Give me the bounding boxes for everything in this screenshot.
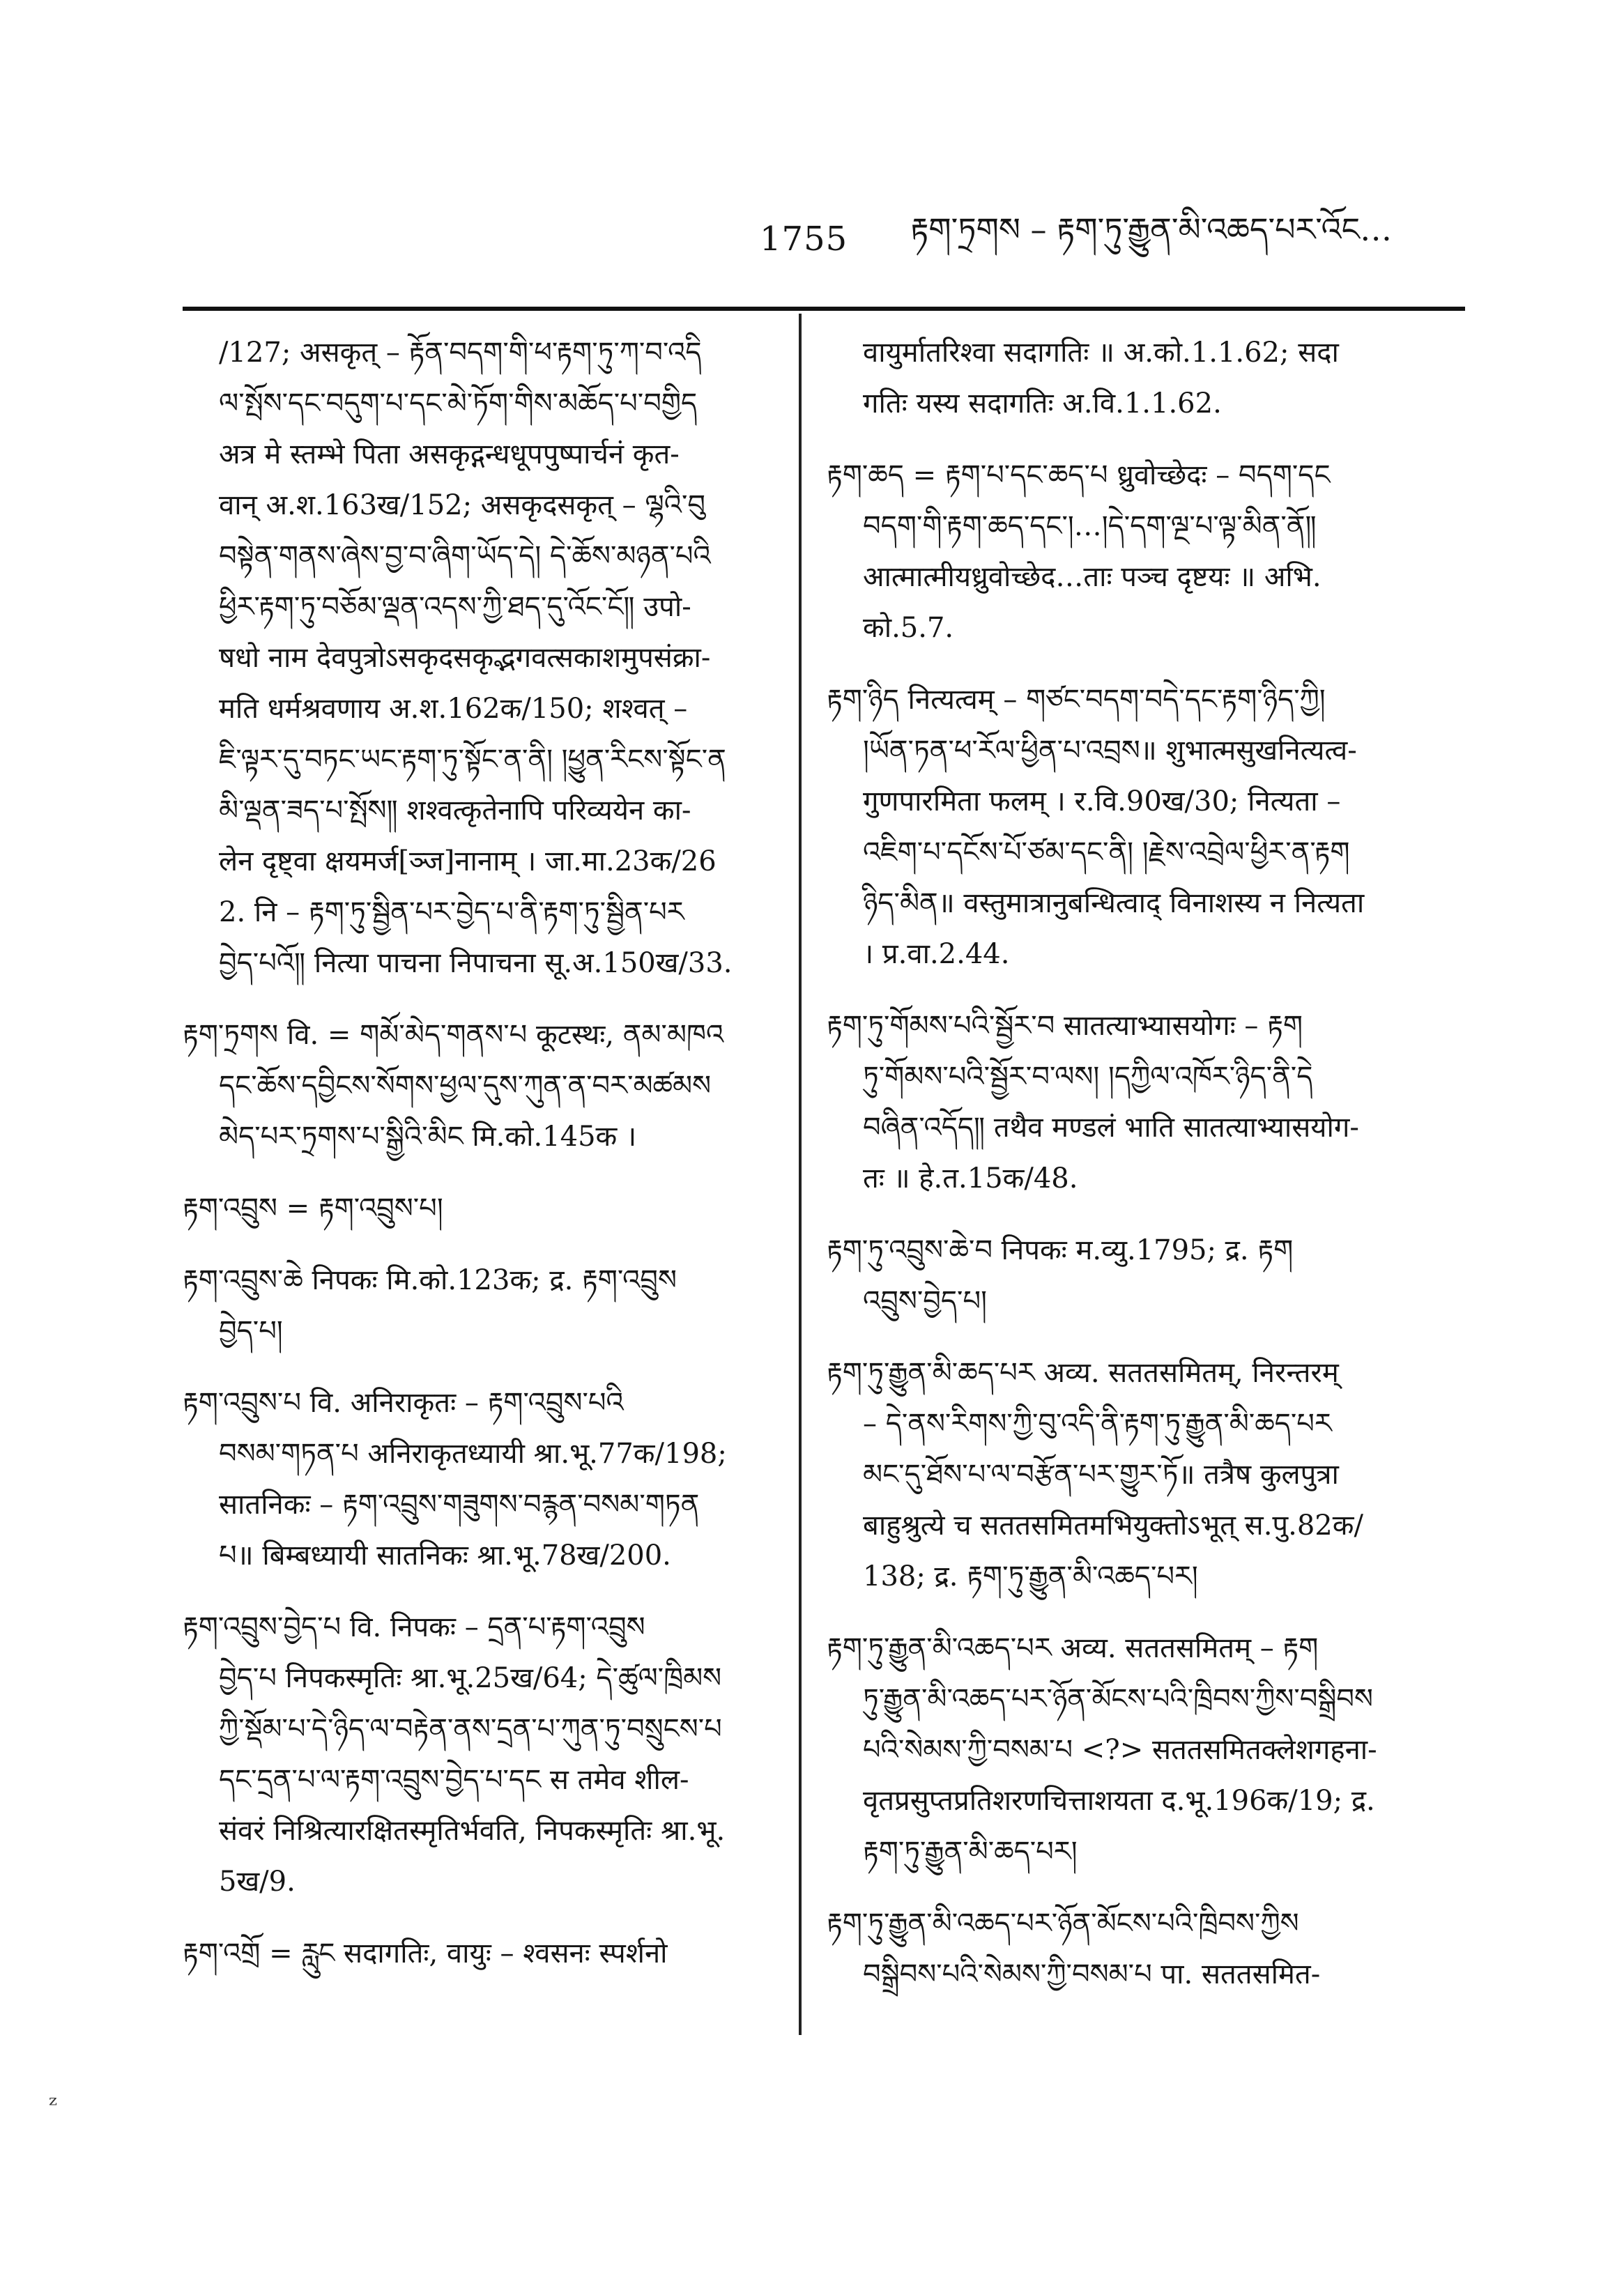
entry-text-line: वृतप्रसुप्तप्रतिशरणचित्ताशयता द.भू.196क/19; द्र.	[863, 1785, 1375, 1817]
entry-text-line: ཏུ་རྒྱུན་མི་འཆད་པར་ཉོན་མོངས་པའི་ཁྲིབས་ཀྱིས་བསྒྲིབས	[863, 1683, 1373, 1715]
entry-headword-line: རྟག་འབྲུས་པ वि. अनिराकृतः – རྟག་འབྲུས་པའི	[183, 1387, 624, 1419]
entry-headword-line: རྟག་འབྲུས་བྱེད་པ वि. निपकः – དྲན་པ་རྟག་འབྲུས	[183, 1611, 645, 1643]
entry-text-line: षधो नाम देवपुत्रोऽसकृदसकृद्भगवत्सकाशमुपसंक्रा-	[219, 642, 711, 674]
entry-headword-line: རྟག་འབྲུས = རྟག་འབྲུས་པ།	[183, 1192, 443, 1224]
entry-text-line: མང་དུ་ཐོས་པ་ལ་བརྩོན་པར་གྱུར་ཏོ॥ तत्रैष कुलपुत्रा	[863, 1459, 1339, 1491]
entry-text-line: को.5.7.	[863, 612, 954, 644]
entry-headword-line: རྟག་ཉིད नित्यत्वम् – གཙང་བདག་བདེ་དང་རྟག་ཉིད་ཀྱི།	[827, 684, 1326, 716]
entry-headword-line: རྟག་ཏྲགས वि. = གམོ་མེད་གནས་པ कूटस्थः, ནམ་མཁའ	[183, 1019, 724, 1051]
dictionary-entry	[827, 1225, 1454, 1327]
entry-text-line: ཀྱི་སྡོམ་པ་དེ་ཉིད་ལ་བརྟེན་ནས་དྲན་པ་ཀུན་ཏུ་བསྲུངས་པ	[219, 1713, 722, 1745]
entry-text-line: तः ॥ हे.त.15क/48.	[863, 1162, 1078, 1195]
entry-text-line: /127; असकृत् – རྟོན་བདག་གི་ཕ་རྟག་ཏུ་ཀ་བ་འདི	[219, 337, 702, 369]
entry-text-line: པའི་སེམས་ཀྱི་བསམ་པ <?> सततसमितक्लेशगहना-	[863, 1734, 1377, 1766]
entry-text-line: བྱེད་པ།	[219, 1315, 283, 1347]
entry-text-line: མེད་པར་ཏྲགས་པ་སྒྱིའི་མིང मि.को.145क ।	[219, 1121, 637, 1153]
page-number: 1755	[760, 220, 848, 259]
entry-headword-line: རྟག་ཏུ་རྒྱུན་མི་འཆད་པར अव्य. सततसमितम् – རྟག	[827, 1632, 1319, 1664]
entry-text-line: 138; द्र. རྟག་ཏུ་རྒྱུན་མི་འཆད་པར།	[863, 1560, 1198, 1592]
entry-text-line: རྟག་ཏུ་རྒྱུན་མི་ཆད་པར།	[863, 1836, 1078, 1868]
entry-text-line: འབྲུས་བྱེད་པ།	[863, 1285, 987, 1317]
entry-text-line: गतिः यस्य सदागतिः अ.वि.1.1.62.	[863, 387, 1222, 420]
entry-headword-line: རྟག་ཏུ་གོམས་པའི་སྦྱོར་བ सातत्याभ्यासयोगः – རྟག	[827, 1010, 1303, 1042]
right-column	[827, 328, 1454, 2021]
dictionary-entry	[827, 1898, 1454, 2000]
entry-text-line: དང་ཆོས་དབྱིངས་སོགས་ཕྱལ་དུས་ཀུན་ན་བར་མཚམས	[219, 1070, 712, 1102]
entry-text-line: བྱེད་པའོ༎ नित्या पाचना निपाचना सू.अ.150ख/33.	[219, 947, 733, 979]
dictionary-entry	[827, 1623, 1454, 1878]
entry-text-line: པ॥ बिम्बध्यायी सातनिकः श्रा.भू.78ख/200.	[219, 1540, 671, 1572]
entry-text-line: वान् अ.श.163ख/152; असकृदसकृत् – ལྷའི་བུ	[219, 489, 706, 521]
entry-text-line: अत्र मे स्तम्भे पिता असकृद्गन्धधूपपुष्पार्चनं कृत-	[219, 438, 680, 470]
entry-text-line: ཉིད་མིན॥ वस्तुमात्रानुबन्धित्वाद् विनाशस्य न नित्यता	[863, 887, 1365, 919]
entry-text-line: དང་དྲན་པ་ལ་རྟག་འབྲུས་བྱེད་པ་དང स तमेव शील-	[219, 1764, 689, 1796]
running-head: རྟག་ཏྲགས – རྟག་ཏུ་རྒྱུན་མི་འཆད་པར་འོང…	[910, 210, 1393, 248]
entry-text-line: བདག་གི་རྟག་ཆད་དང་།…།དེ་དག་ལྔ་པ་ལྟ་མིན་ནོ༎	[863, 510, 1317, 542]
entry-text-line: 2. नि – རྟག་ཏུ་སྦྱིན་པར་བྱེད་པ་ནི་རྟག་ཏུ་སྦྱིན་པར	[219, 896, 684, 928]
entry-text-line: །ཡོན་ཏན་ཕ་རོལ་ཕྱིན་པ་འབྲས॥ शुभात्मसुखनित्यत्व-	[863, 735, 1357, 767]
entry-text-line: བཞིན་འདོད༎ तथैव मण्डलं भाति सातत्याभ्यासयोग-	[863, 1112, 1359, 1144]
entry-text-line: बाहुश्रुत्ये च सततसमितमभियुक्तोऽभूत् स.पु.82क/	[863, 1510, 1363, 1542]
entry-text-line: 5ख/9.	[219, 1866, 296, 1898]
entry-headword-line: རྟག་ཏུ་འབྲུས་ཆེ་བ निपकः म.व्यु.1795; द्र. རྟག	[827, 1234, 1294, 1266]
header-rule	[183, 307, 1465, 311]
dictionary-entry	[183, 1928, 775, 1979]
entry-text-line: वायुर्मातरिश्वा सदागतिः ॥ अ.को.1.1.62; सदा	[863, 337, 1339, 369]
entry-headword-line: རྟག་འབྲུས་ཆེ निपकः मि.को.123क; द्र. རྟག་འབྲུས	[183, 1264, 677, 1296]
dictionary-entry	[827, 675, 1454, 980]
entry-text-line: – དེ་ནས་རིགས་ཀྱི་བུ་འདི་ནི་རྟག་ཏུ་རྒྱུན་མི་ཆད་པར	[863, 1408, 1332, 1440]
dictionary-entry	[183, 328, 775, 989]
entry-headword-line: རྟག་ཆད = རྟག་པ་དང་ཆད་པ ध्रुवोच्छेदः – བདག་དང	[827, 459, 1331, 491]
dictionary-entry	[827, 328, 1454, 429]
dictionary-entry	[183, 1255, 775, 1357]
entry-text-line: । प्र.वा.2.44.	[863, 938, 1010, 970]
entry-text-line: ཕྱིར་རྟག་ཏུ་བཅོམ་ལྡན་འདས་ཀྱི་ཐད་དུ་འོང་ངོ༎ उपो-	[219, 591, 691, 623]
left-column	[183, 328, 775, 2000]
entry-text-line: संवरं निश्रित्यारक्षितस्मृतिर्भवति, निपकस्मृतिः श्रा.भू.	[219, 1815, 726, 1847]
entry-text-line: བྱེད་པ निपकस्मृतिः श्रा.भू.25ख/64; དེ་ཚུལ་ཁྲིམས	[219, 1662, 722, 1694]
entry-text-line: गुणपारमिता फलम् । र.वि.90ख/30; नित्यता –	[863, 785, 1341, 817]
entry-text-line: འཇིག་པ་དངོས་པོ་ཙམ་དང་ནི། །རྗེས་འབྲེལ་ཕྱིར་ན་རྟག	[863, 836, 1350, 868]
entry-text-line: सातनिकः – རྟག་འབྲུས་གཟུགས་བརྙན་བསམ་གཏན	[219, 1489, 700, 1521]
dictionary-entry	[183, 1010, 775, 1162]
page-header	[760, 208, 1457, 270]
entry-text-line: ལ་སྤོས་དང་བདུག་པ་དང་མེ་ཏོག་གིས་མཆོད་པ་བགྱིད	[219, 387, 698, 420]
footer-mark: ᶻ	[49, 2091, 57, 2119]
dictionary-entry	[183, 1378, 775, 1581]
dictionary-entry	[827, 450, 1454, 654]
entry-headword-line: རྟག་འགྲོ = རླུང सदागतिः, वायुः – श्वसनः स्पर्शनो	[183, 1937, 668, 1970]
entry-headword-line: རྟག་ཏུ་རྒྱུན་མི་འཆད་པར་ཉོན་མོངས་པའི་ཁྲིབས་ཀྱིས	[827, 1907, 1299, 1940]
entry-headword-line: རྟག་ཏུ་རྒྱུན་མི་ཆད་པར अव्य. सततसमितम्, निरन्तरम्	[827, 1357, 1339, 1389]
dictionary-entry	[183, 1602, 775, 1907]
column-divider	[799, 314, 802, 2035]
entry-text-line: བསྒྲིབས་པའི་སེམས་ཀྱི་བསམ་པ पा. सततसमित-	[863, 1958, 1321, 1990]
entry-text-line: मति धर्मश्रवणाय अ.श.162क/150; शश्वत् –	[219, 693, 688, 725]
entry-text-line: लेन दृष्ट्वा क्षयमर्ज[ञ्ज]नानाम् । जा.मा.23क/26	[219, 845, 717, 877]
entry-text-line: བསམ་གཏན་པ अनिराकृतध्यायी श्रा.भू.77क/198;	[219, 1438, 727, 1470]
dictionary-entry	[827, 1348, 1454, 1602]
entry-text-line: ཏུ་གོམས་པའི་སྦྱོར་བ་ལས། །དཀྱིལ་འཁོར་ཉིད་ནི་དེ	[863, 1061, 1313, 1093]
entry-text-line: མི་ལྡན་ཟད་པ་སྤོས༎ शश्वत्कृतेनापि परिव्ययेन का-	[219, 794, 691, 827]
entry-text-line: आत्मात्मीयध्रुवोच्छेद…ताः पञ्च दृष्टयः ॥ अभि.	[863, 561, 1322, 593]
dictionary-entry	[827, 1001, 1454, 1204]
entry-text-line: ཇི་ལྟར་དུ་བཏང་ཡང་རྟག་ཏུ་སྟོང་ན་ནི། །ཕྱུན་རིངས་སྟོང་ན	[219, 744, 726, 776]
dictionary-entry	[183, 1183, 775, 1234]
entry-text-line: བསྟེན་གནས་ཞེས་བྱ་བ་ཞིག་ཡོད་དེ། དེ་ཆོས་མཉན་པའི	[219, 540, 711, 572]
